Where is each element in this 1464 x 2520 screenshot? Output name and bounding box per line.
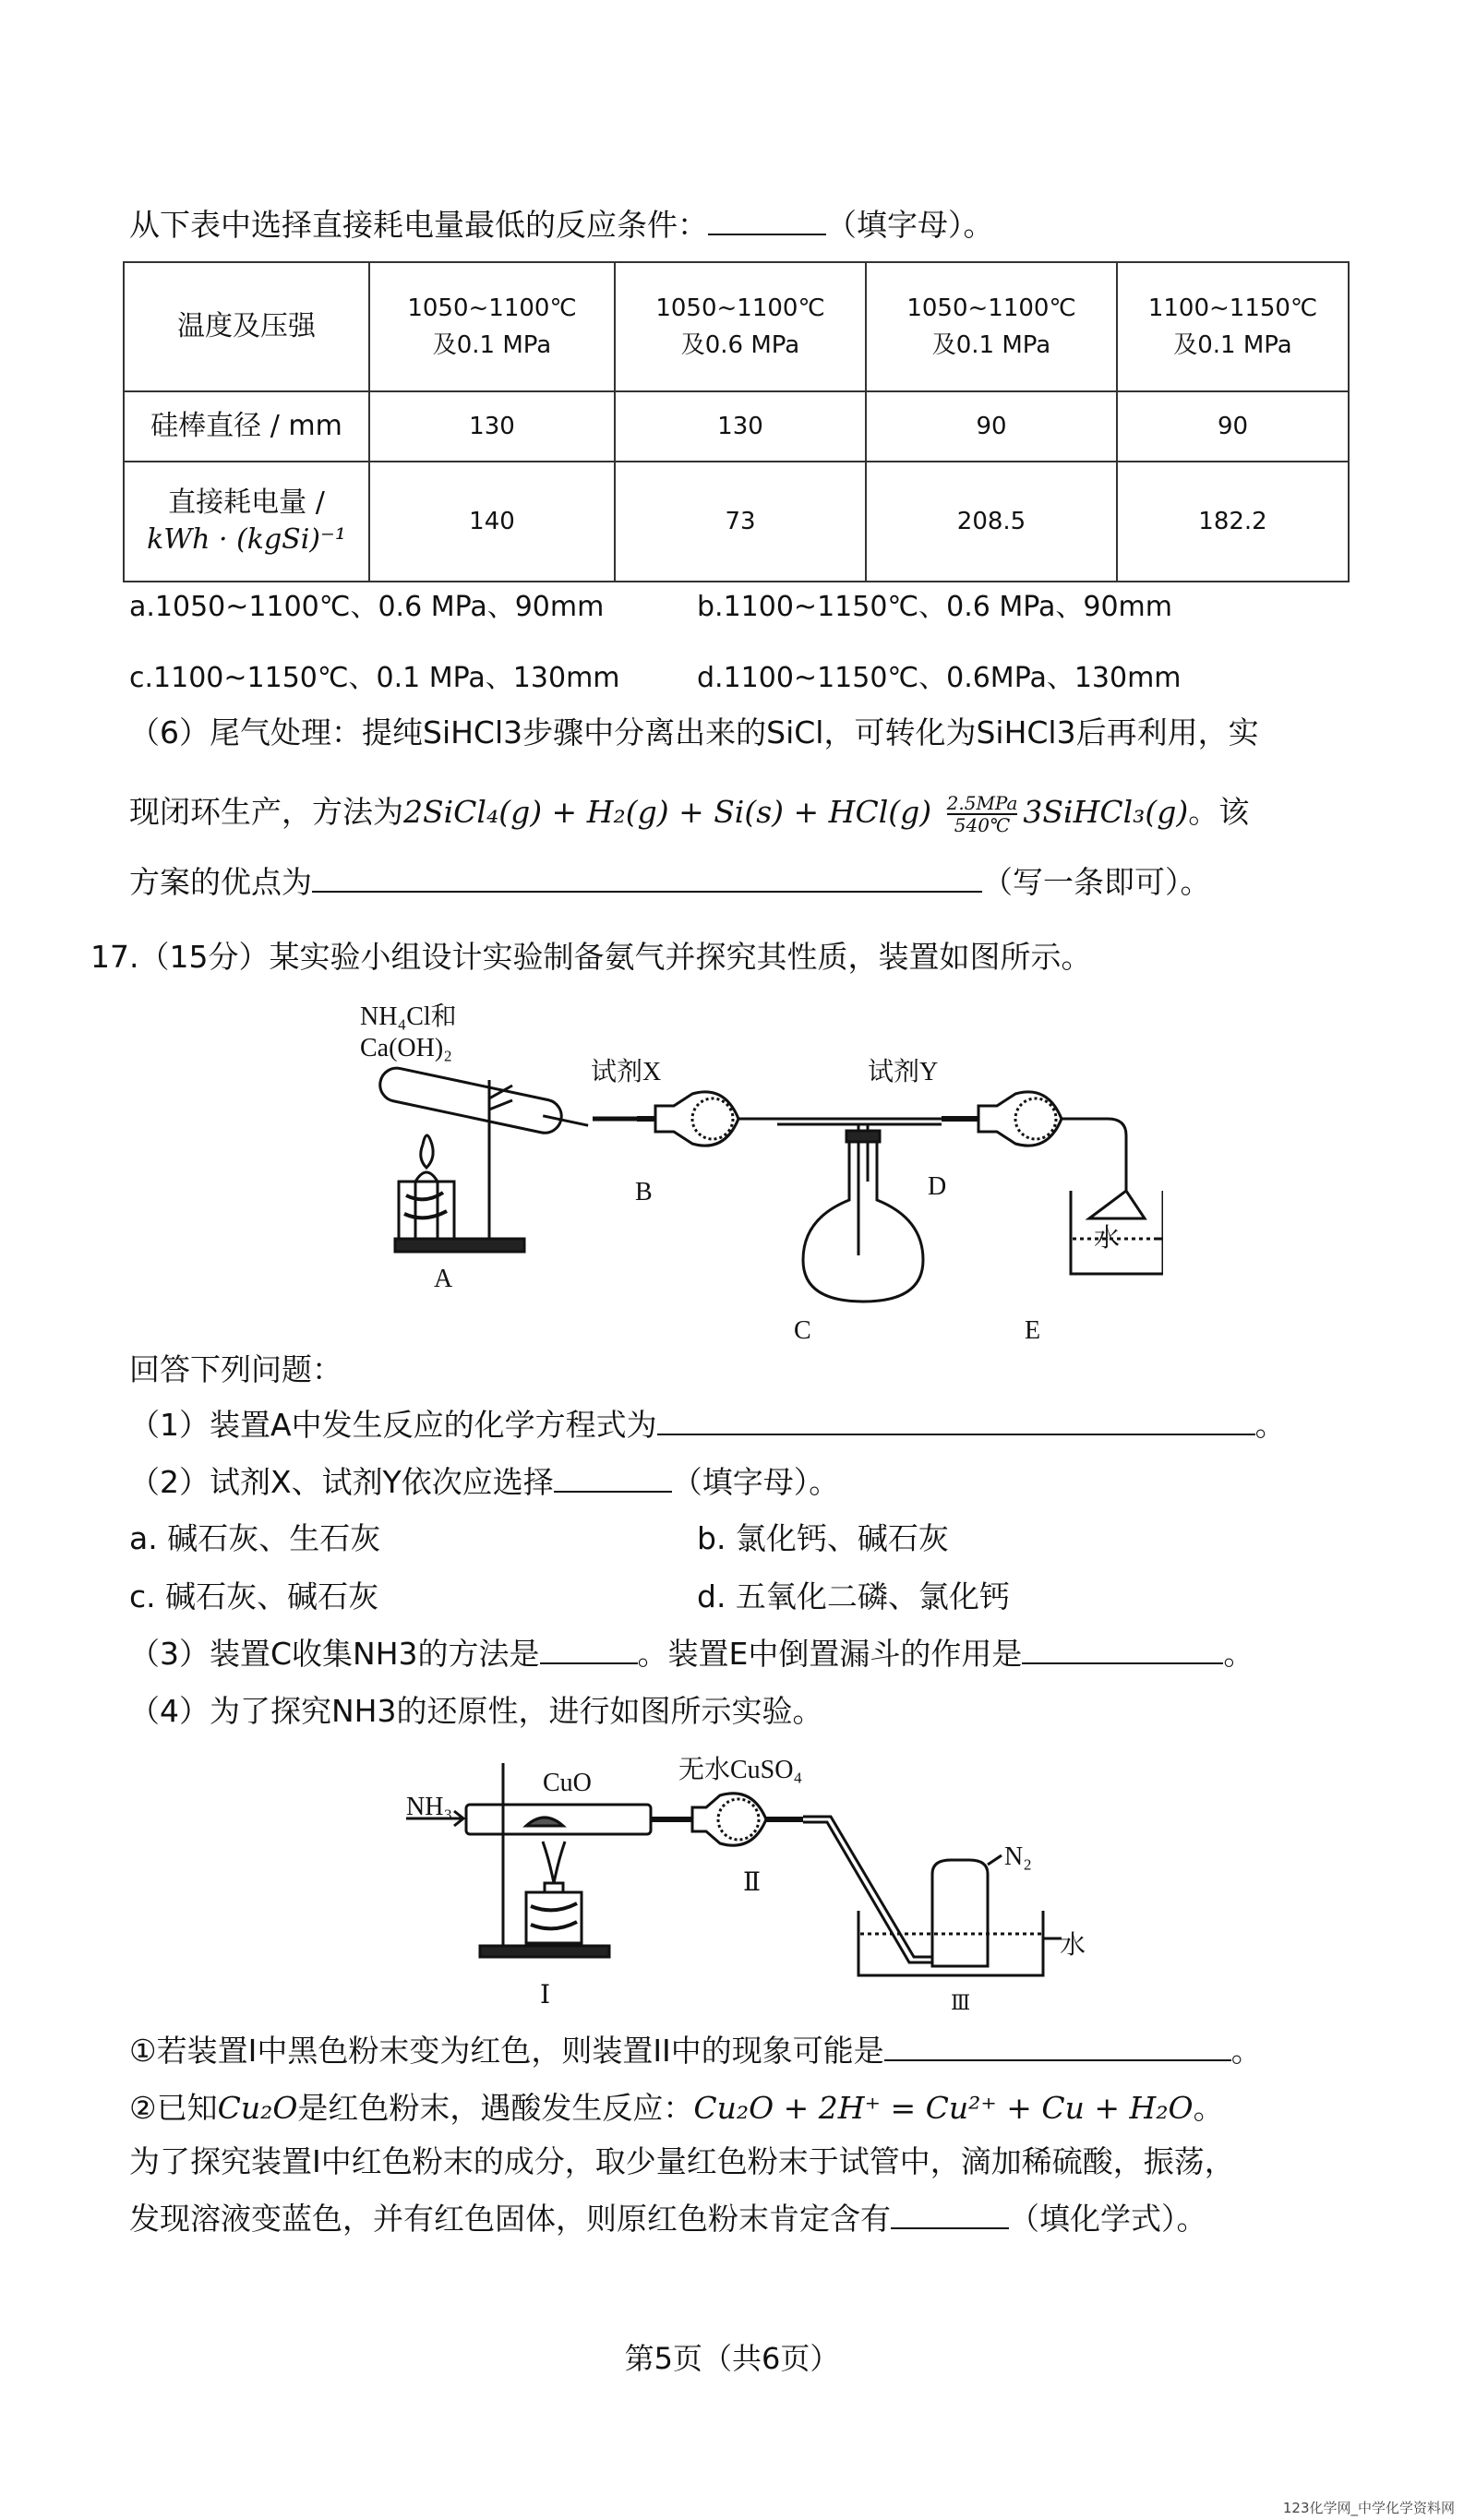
table-cell: 73 bbox=[615, 462, 866, 582]
answer-blank[interactable] bbox=[708, 206, 826, 235]
stand-base bbox=[395, 1239, 524, 1252]
q17-option-c: c. 碱石灰、碱石灰 bbox=[129, 1578, 379, 1614]
table-cell: 130 bbox=[369, 391, 615, 462]
apparatus-figure-1 bbox=[351, 997, 1163, 1357]
q17-title: 17.（15分）某实验小组设计实验制备氨气并探究其性质，装置如图所示。 bbox=[90, 939, 1092, 975]
cuo-label: CuO bbox=[543, 1769, 592, 1797]
letter-C: C bbox=[794, 1316, 811, 1345]
table-cell: 90 bbox=[1117, 391, 1349, 462]
row-label-temp: 温度及压强 bbox=[124, 262, 369, 391]
letter-E: E bbox=[1025, 1316, 1041, 1345]
q17-part3: （3）装置C收集NH3的方法是 。装置E中倒置漏斗的作用是 。 bbox=[129, 1636, 1254, 1672]
q16-option-c: c.1100~1150℃、0.1 MPa、130mm bbox=[129, 662, 620, 694]
table-cell: 182.2 bbox=[1117, 462, 1349, 582]
flask-C bbox=[803, 1142, 923, 1302]
row-label-diameter: 硅棒直径 / mm bbox=[124, 391, 369, 462]
cuso4-label: 无水CuSO₄ bbox=[678, 1756, 803, 1784]
q17-sub4: 发现溶液变蓝色，并有红色固体，则原红色粉末肯定含有 （填化学式）。 bbox=[129, 2201, 1207, 2237]
answer-blank[interactable] bbox=[1022, 1635, 1223, 1664]
table-cell: 1050~1100℃ 及0.1 MPa bbox=[369, 262, 615, 391]
reagent-y-label: 试剂Y bbox=[868, 1058, 939, 1086]
drying-tube-D bbox=[978, 1092, 1062, 1146]
table-cell: 90 bbox=[866, 391, 1117, 462]
roman-II: Ⅱ bbox=[743, 1868, 762, 1897]
lamp-I bbox=[526, 1892, 582, 1943]
table-cell: 1100~1150℃ 及0.1 MPa bbox=[1117, 262, 1349, 391]
roman-III: Ⅲ bbox=[951, 1991, 971, 2014]
table-cell: 208.5 bbox=[866, 462, 1117, 582]
reagent-label-2: Ca(OH)₂ bbox=[360, 1034, 452, 1062]
roman-I: Ⅰ bbox=[540, 1981, 551, 2010]
flame bbox=[421, 1135, 433, 1168]
flame-I bbox=[543, 1842, 565, 1883]
watermark: 123化学网_中学化学资料网 bbox=[1282, 2500, 1455, 2516]
q17-part4: （4）为了探究NH3的还原性，进行如图所示实验。 bbox=[129, 1693, 823, 1729]
q16-part6-line3: 方案的优点为 （写一条即可）。 bbox=[129, 864, 1211, 900]
nh3-label: NH₃ bbox=[406, 1793, 453, 1821]
q17-sub3: 为了探究装置I中红色粉末的成分，取少量红色粉末于试管中，滴加稀硫酸，振荡， bbox=[129, 2143, 1235, 2179]
answer-blank[interactable] bbox=[554, 1463, 672, 1493]
answer-blank[interactable] bbox=[540, 1635, 638, 1664]
collecting-tube bbox=[932, 1860, 988, 1966]
answer-blank[interactable] bbox=[312, 863, 982, 893]
q17-option-b: b. 氯化钙、碱石灰 bbox=[697, 1520, 949, 1556]
water-label-2: 水 bbox=[1060, 1931, 1086, 1960]
table-row bbox=[124, 391, 1349, 462]
reaction-tube-I bbox=[466, 1805, 651, 1834]
table-cell: 130 bbox=[615, 391, 866, 462]
q17-option-a: a. 碱石灰、生石灰 bbox=[129, 1520, 381, 1556]
conditions-table bbox=[123, 261, 1350, 582]
cuo-powder bbox=[526, 1818, 563, 1826]
q16-part6-line1: （6）尾气处理：提纯SiHCl3步骤中分离出来的SiCl，可转化为SiHCl3后再利用，实 bbox=[129, 714, 1259, 750]
q17-sub2: ②已知Cu₂O是红色粉末，遇酸发生反应：Cu₂O + 2H⁺ = Cu²⁺ + Cu + H₂O。 bbox=[129, 2090, 1224, 2126]
q16-option-a: a.1050~1100℃、0.6 MPa、90mm bbox=[129, 591, 605, 623]
q16-intro: 从下表中选择直接耗电量最低的反应条件： bbox=[129, 207, 708, 243]
q16-intro-hint: （填字母）。 bbox=[826, 207, 994, 243]
answer-blank[interactable] bbox=[884, 2032, 1231, 2061]
test-tube bbox=[377, 1065, 591, 1142]
reaction-condition: 2.5MPa 540℃ bbox=[946, 791, 1018, 836]
letter-D: D bbox=[928, 1172, 947, 1201]
q16-part6-line2: 现闭环生产，方法为2SiCl₄(g) + H₂(g) + Si(s) + HCl(g) 2.5MPa 540℃ 3SiHCl₃(g)。该 bbox=[129, 791, 1250, 836]
reagent-x-label: 试剂X bbox=[591, 1058, 662, 1086]
table-row bbox=[124, 262, 1349, 391]
q16-option-d: d.1100~1150℃、0.6MPa、130mm bbox=[697, 662, 1182, 694]
table-cell: 140 bbox=[369, 462, 615, 582]
reaction-product: 3SiHCl₃(g) bbox=[1023, 794, 1189, 830]
answer-blank[interactable] bbox=[657, 1406, 1255, 1435]
q17-part1: （1）装置A中发生反应的化学方程式为 。 bbox=[129, 1407, 1286, 1443]
q17-option-d: d. 五氧化二磷、氯化钙 bbox=[697, 1578, 1010, 1614]
water-label-1: 水 bbox=[1094, 1224, 1121, 1253]
answer-intro: 回答下列问题： bbox=[129, 1351, 342, 1387]
reaction-equation: 2SiCl₄(g) + H₂(g) + Si(s) + HCl(g) bbox=[403, 794, 932, 830]
table-row bbox=[124, 462, 1349, 582]
inverted-funnel bbox=[1089, 1191, 1145, 1218]
letter-A: A bbox=[434, 1265, 453, 1293]
reagent-label-1: NH₄Cl和 bbox=[360, 1002, 457, 1031]
q17-part2: （2）试剂X、试剂Y依次应选择 （填字母）。 bbox=[129, 1464, 840, 1500]
table-cell: 1050~1100℃ 及0.6 MPa bbox=[615, 262, 866, 391]
q16-option-b: b.1100~1150℃、0.6 MPa、90mm bbox=[697, 591, 1172, 623]
q16-intro-line bbox=[129, 205, 994, 246]
stopper-C bbox=[846, 1131, 880, 1142]
n2-label: N₂ bbox=[1004, 1842, 1032, 1871]
drying-tube-B bbox=[655, 1092, 738, 1146]
table-cell: 1050~1100℃ 及0.1 MPa bbox=[866, 262, 1117, 391]
q17-sub1: ①若装置I中黑色粉末变为红色，则装置II中的现象可能是 。 bbox=[129, 2033, 1262, 2069]
apparatus-figure-2 bbox=[397, 1754, 1062, 2012]
page-footer: 第5页（共6页） bbox=[624, 2341, 840, 2376]
answer-blank[interactable] bbox=[891, 2200, 1009, 2229]
letter-B: B bbox=[635, 1178, 653, 1206]
row-label-power: 直接耗电量 / kWh · (kgSi)⁻¹ bbox=[124, 462, 369, 582]
